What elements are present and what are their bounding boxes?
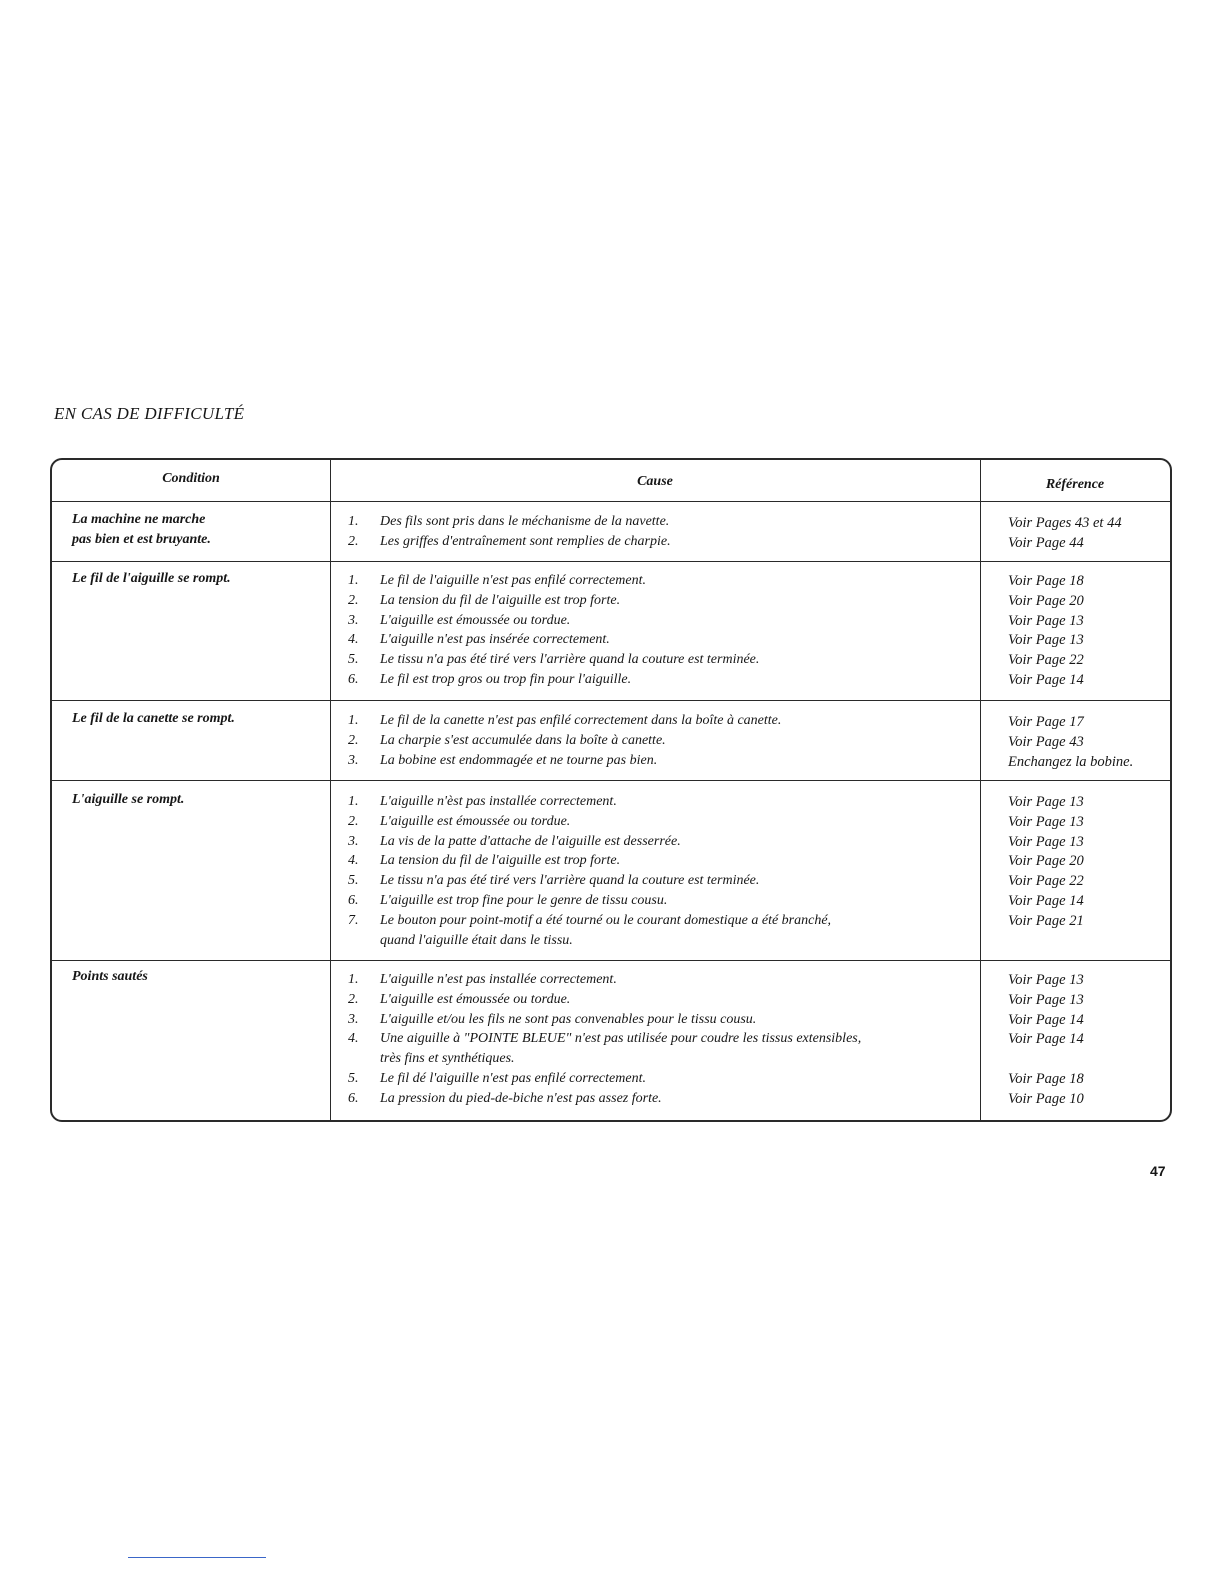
cause-item: 1. L'aiguille n'èst pas installée correctement. <box>348 794 617 809</box>
cause-list <box>348 792 978 950</box>
cause-item: 4. Une aiguille à "POINTE BLEUE" n'est pas utilisée pour coudre les tissus extensibles, très fins et synthétiques. <box>348 1031 862 1067</box>
column-divider <box>980 460 981 1120</box>
row-divider <box>52 960 1170 961</box>
reference-item: Voir Page 44 <box>1008 534 1084 551</box>
reference-item: Voir Page 13 <box>1008 632 1084 649</box>
cause-item: 2. La tension du fil de l'aiguille est trop forte. <box>348 592 621 608</box>
cause-item: 2. L'aiguille est émoussée ou tordue. <box>348 991 571 1007</box>
reference-item: Voir Page 17 <box>1008 714 1084 730</box>
page-number: 47 <box>1150 1163 1166 1179</box>
row-divider <box>52 780 1170 781</box>
cause-item: 4. La tension du fil de l'aiguille est trop forte. <box>348 853 621 869</box>
cause-list <box>348 571 978 690</box>
cause-list <box>348 711 978 770</box>
reference-list <box>1008 713 1158 772</box>
cause-list <box>348 512 978 552</box>
reference-item: Voir Page 22 <box>1008 873 1084 890</box>
header-reference: Référence <box>1045 477 1105 492</box>
reference-item: Enchangez la bobine. <box>1008 753 1134 770</box>
reference-item: Voir Page 20 <box>1008 592 1084 609</box>
condition-cell <box>72 967 312 987</box>
cause-item: 3. La bobine est endommagée et ne tourne pas bien. <box>348 752 658 768</box>
reference-item: Voir Pages 43 et 44 <box>1008 515 1122 531</box>
reference-item: Voir Page 13 <box>1008 991 1084 1008</box>
footer-rule <box>128 1557 266 1558</box>
condition-text: Le fil de l'aiguille se rompt. <box>72 571 231 586</box>
cause-item: 3. L'aiguille est émoussée ou tordue. <box>348 612 571 628</box>
reference-list <box>1008 572 1158 691</box>
cause-item: 6. L'aiguille est trop fine pour le genre de tissu cousu. <box>348 892 668 908</box>
reference-item: Voir Page 18 <box>1008 573 1084 589</box>
cause-item: 7. Le bouton pour point-motif a été tourné ou le courant domestique a été branché, quand l'aiguille était dans le tissu. <box>348 912 832 948</box>
reference-list <box>1008 514 1158 554</box>
condition-cell <box>72 709 312 729</box>
reference-item: Voir Page 13 <box>1008 612 1084 629</box>
reference-item: Voir Page 22 <box>1008 652 1084 669</box>
cause-item: 1. Le fil de la canette n'est pas enfilé correctement dans la boîte à canette. <box>348 713 782 728</box>
section-title: EN CAS DE DIFFICULTÉ <box>54 404 245 423</box>
reference-item: Voir Page 14 <box>1008 1011 1084 1028</box>
reference-list <box>1008 793 1158 932</box>
reference-item: Voir Page 14 <box>1008 892 1084 909</box>
cause-item: 2. L'aiguille est émoussée ou tordue. <box>348 813 571 829</box>
condition-cell <box>72 569 312 589</box>
condition-text: Le fil de la canette se rompt. <box>72 711 235 726</box>
reference-item: Voir Page 13 <box>1008 794 1084 810</box>
cause-item: 2. Les griffes d'entraînement sont remplies de charpie. <box>348 533 671 549</box>
condition-text: pas bien et est bruyante. <box>72 532 211 547</box>
reference-item: Voir Page 10 <box>1008 1090 1084 1107</box>
header-cause: Cause <box>637 474 673 489</box>
cause-item: 1. L'aiguille n'est pas installée correctement. <box>348 972 617 987</box>
reference-list <box>1008 971 1158 1110</box>
header-condition: Condition <box>162 471 220 486</box>
reference-item: Voir Page 21 <box>1008 912 1084 929</box>
cause-item: 3. L'aiguille et/ou les fils ne sont pas convenables pour le tissu cousu. <box>348 1011 757 1027</box>
row-divider <box>52 561 1170 562</box>
reference-item: Voir Page 18 <box>1008 1070 1084 1087</box>
reference-item: Voir Page 20 <box>1008 853 1084 870</box>
troubleshooting-table <box>50 458 1172 1122</box>
cause-item: 4. L'aiguille n'est pas insérée correctement. <box>348 632 610 648</box>
condition-text: L'aiguille se rompt. <box>72 792 185 807</box>
cause-item: 6. Le fil est trop gros ou trop fin pour l'aiguille. <box>348 671 632 687</box>
cause-item: 3. La vis de la patte d'attache de l'aiguille est desserrée. <box>348 833 681 849</box>
condition-text: Points sautés <box>72 969 148 984</box>
reference-item <box>1008 1050 1158 1070</box>
header-divider <box>52 501 1170 502</box>
cause-item: 5. Le tissu n'a pas été tiré vers l'arrière quand la couture est terminée. <box>348 652 760 668</box>
condition-cell <box>72 510 312 550</box>
reference-item: Voir Page 14 <box>1008 671 1084 688</box>
reference-item: Voir Page 13 <box>1008 972 1084 988</box>
condition-cell <box>72 790 312 810</box>
cause-item: 2. La charpie s'est accumulée dans la boîte à canette. <box>348 732 666 748</box>
reference-item: Voir Page 13 <box>1008 813 1084 830</box>
condition-text: La machine ne marche <box>72 512 206 527</box>
cause-item: 5. Le fil dé l'aiguille n'est pas enfilé correctement. <box>348 1070 646 1086</box>
cause-item: 5. Le tissu n'a pas été tiré vers l'arrière quand la couture est terminée. <box>348 873 760 889</box>
cause-item: 1. Des fils sont pris dans le méchanisme de la navette. <box>348 514 670 529</box>
cause-item: 6. La pression du pied-de-biche n'est pas assez forte. <box>348 1090 662 1106</box>
reference-item: Voir Page 14 <box>1008 1031 1084 1048</box>
row-divider <box>52 700 1170 701</box>
reference-item: Voir Page 43 <box>1008 733 1084 750</box>
cause-item: 1. Le fil de l'aiguille n'est pas enfilé correctement. <box>348 573 646 588</box>
cause-list <box>348 970 978 1109</box>
column-divider <box>330 460 331 1120</box>
reference-item: Voir Page 13 <box>1008 833 1084 850</box>
